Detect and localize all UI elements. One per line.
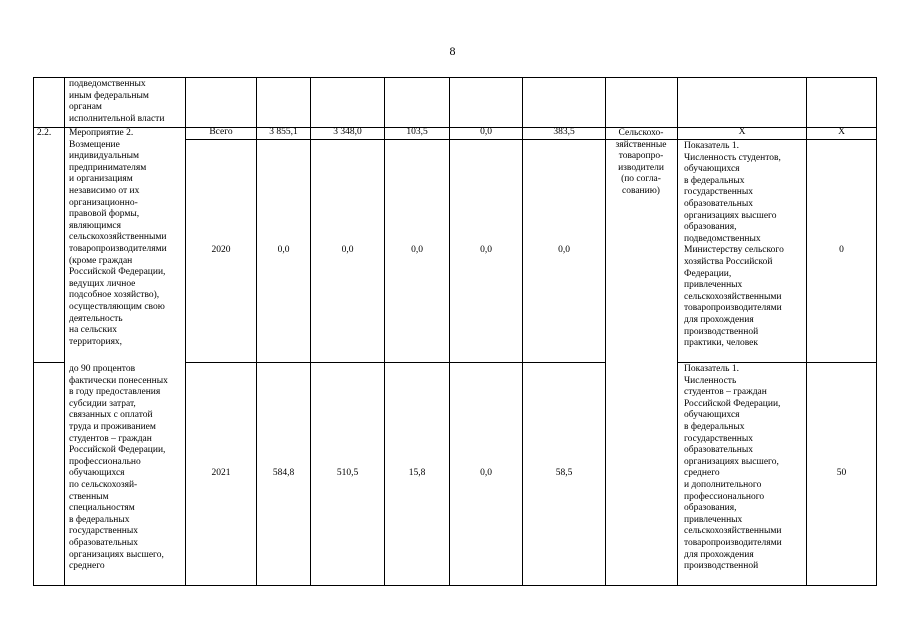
row-divider-number bbox=[33, 362, 64, 363]
total-value: 103,5 bbox=[406, 127, 428, 137]
column-rule bbox=[310, 77, 311, 586]
total-value: 3 348,0 bbox=[333, 127, 362, 137]
measure-description-continued: до 90 процентов фактически понесенных в году предоставления субсидии затрат, связанных с оплатой труда и проживанием студентов – граждан Российской Федерации, профессионально обучающихся по сельскохозяй- ственным специальностям в федеральных государственных образовательных организациях высшего, среднего bbox=[69, 364, 168, 572]
column-rule bbox=[806, 77, 807, 586]
total-value: 0,0 bbox=[480, 127, 492, 137]
value-2021: 15,8 bbox=[408, 468, 426, 478]
value-2021: 510,5 bbox=[336, 468, 359, 478]
value-2020: 0,0 bbox=[558, 245, 570, 255]
column-rule bbox=[384, 77, 385, 586]
total-target: X bbox=[838, 127, 845, 137]
total-indicator: X bbox=[738, 127, 746, 137]
target-2020: 0 bbox=[839, 245, 844, 255]
row-divider-total bbox=[185, 139, 876, 140]
executor: Сельскохо- зяйственные товаропро- изводители (по согла- сованию) bbox=[615, 128, 667, 196]
row-number: 2.2. bbox=[37, 128, 52, 138]
column-rule bbox=[185, 77, 186, 586]
page-number: 8 bbox=[449, 44, 456, 58]
column-rule bbox=[33, 77, 34, 586]
continued-measure-name: подведомственных иным федеральным органам исполнительной власти bbox=[69, 79, 165, 124]
value-2021: 58,5 bbox=[555, 468, 573, 478]
year-2020: 2020 bbox=[211, 245, 231, 255]
target-2021: 50 bbox=[836, 468, 847, 478]
column-rule bbox=[256, 77, 257, 586]
value-2021: 584,8 bbox=[272, 468, 295, 478]
table-top-border bbox=[33, 77, 876, 78]
value-2021: 0,0 bbox=[480, 468, 492, 478]
column-rule bbox=[522, 77, 523, 586]
total-year-label: Всего bbox=[209, 127, 233, 137]
column-rule bbox=[64, 77, 65, 586]
year-2021: 2021 bbox=[211, 468, 231, 478]
value-2020: 0,0 bbox=[411, 245, 423, 255]
total-value: 383,5 bbox=[553, 127, 575, 137]
column-rule bbox=[876, 77, 877, 586]
row-divider-2020-indicator bbox=[677, 362, 876, 363]
value-2020: 0,0 bbox=[341, 245, 354, 255]
value-2020: 0,0 bbox=[480, 245, 492, 255]
measure-description: Мероприятие 2. Возмещение индивидуальным предпринимателям и организациям независимо от их организационно- правовой формы, являющимся сельскохозяйственными товаропроизводителями (кроме граждан Российской Федерации, ведущих личное подсобное хозяйство), осуществляющим свою деятельность на сельских территориях, bbox=[69, 128, 167, 347]
total-value: 3 855,1 bbox=[269, 127, 298, 137]
column-rule bbox=[449, 77, 450, 586]
column-rule bbox=[677, 77, 678, 586]
indicator-2021: Показатель 1. Численность студентов – граждан Российской Федерации, обучающихся в федеральных государственных образовательных организациях высшего, среднего и дополнительного профессионального образования, привлеченных сельскохозяйственными товаропроизводителями для прохождения производственной bbox=[684, 364, 782, 572]
row-divider-2020-figures bbox=[185, 362, 605, 363]
table-bottom-border bbox=[33, 585, 876, 586]
indicator-2020: Показатель 1. Численность студентов, обучающихся в федеральных государственных образовательных организациях высшего образования, подведомственных Министерству сельского хозяйства Российской Федерации, привлеченных сельскохозяйственными товаропроизводителями для прохождения производственной практики, человек bbox=[684, 141, 784, 349]
value-2020: 0,0 bbox=[277, 245, 290, 255]
